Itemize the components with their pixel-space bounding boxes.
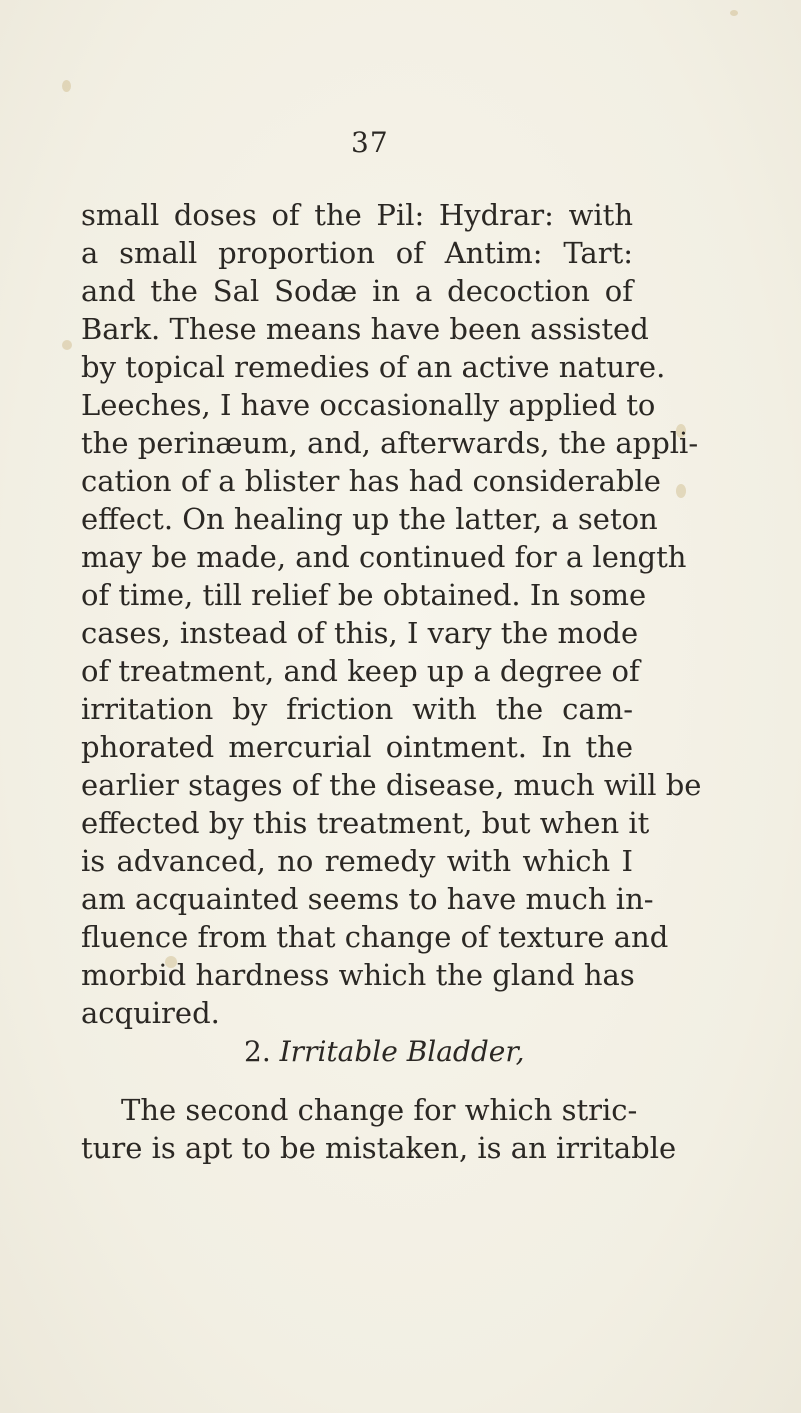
- text-line: phorated mercurial ointment. In the: [81, 730, 633, 764]
- text-line: irritation by friction with the cam-: [81, 692, 633, 726]
- text-line: Bark. These means have been assisted: [81, 312, 649, 346]
- section-number: 2.: [244, 1035, 271, 1068]
- text-line: small doses of the Pil: Hydrar: with: [81, 198, 633, 232]
- text-line: ture is apt to be mistaken, is an irritable: [81, 1131, 677, 1165]
- text-line: effected by this treatment, but when it: [81, 806, 650, 840]
- foxing-spot: [62, 340, 72, 350]
- text-line: earlier stages of the disease, much will be: [81, 768, 702, 802]
- text-line: effect. On healing up the latter, a seton: [81, 502, 658, 536]
- text-line: and the Sal Sodæ in a decoction of: [81, 274, 633, 308]
- text-line: the perinæum, and, afterwards, the appli-: [81, 426, 699, 460]
- section-title: Irritable Bladder,: [279, 1035, 525, 1068]
- text-line: cases, instead of this, I vary the mode: [81, 616, 639, 650]
- text-line: is advanced, no remedy with which I: [81, 844, 633, 878]
- text-line: acquired.: [81, 996, 220, 1030]
- foxing-spot: [62, 80, 71, 92]
- text-line: may be made, and continued for a length: [81, 540, 687, 574]
- text-line: cation of a blister has had considerable: [81, 464, 661, 498]
- text-line: morbid hardness which the gland has: [81, 958, 635, 992]
- foxing-spot: [730, 10, 738, 16]
- text-line: of time, till relief be obtained. In some: [81, 578, 647, 612]
- body-paragraph: [81, 1091, 677, 1167]
- page-number: 37: [351, 126, 389, 159]
- text-line: The second change for which stric-: [121, 1093, 638, 1127]
- text-line: by topical remedies of an active nature.: [81, 350, 666, 384]
- text-line: of treatment, and keep up a degree of: [81, 654, 640, 688]
- foxing-spot: [676, 484, 686, 498]
- section-heading: [244, 1035, 525, 1068]
- text-line: fluence from that change of texture and: [81, 920, 669, 954]
- text-line: am acquainted seems to have much in-: [81, 882, 654, 916]
- text-line: Leeches, I have occasionally applied to: [81, 388, 656, 422]
- body-paragraph: [81, 196, 702, 1032]
- text-line: a small proportion of Antim: Tart:: [81, 236, 633, 270]
